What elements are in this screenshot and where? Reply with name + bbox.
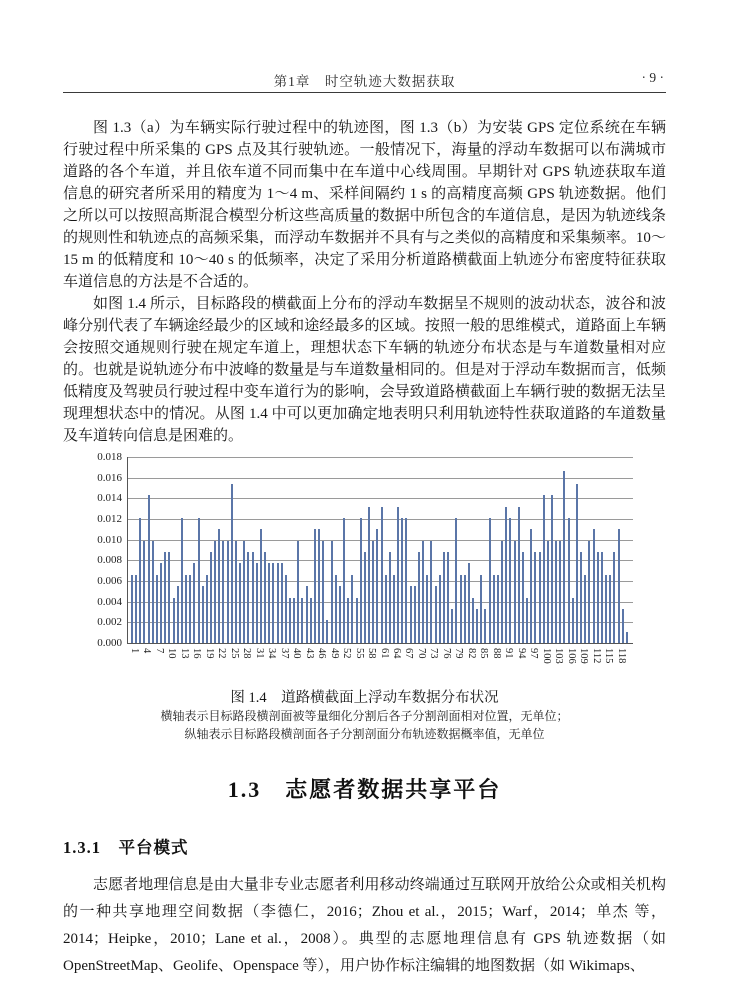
bar	[260, 529, 262, 643]
bar	[376, 529, 378, 643]
x-axis-tick-label: 25	[228, 648, 240, 659]
figure-caption: 图 1.4 道路横截面上浮动车数据分布状况	[230, 690, 499, 706]
bar	[235, 541, 237, 643]
bar	[252, 552, 254, 643]
bar	[514, 541, 516, 643]
x-axis-tick-label: 31	[253, 648, 265, 659]
bar	[605, 575, 607, 643]
y-axis-tick-label: 0.018	[97, 451, 122, 463]
bar	[597, 552, 599, 643]
y-axis-tick-label: 0.012	[97, 513, 122, 525]
x-axis-tick-label: 40	[291, 648, 303, 659]
bar	[518, 507, 520, 643]
bar	[551, 495, 553, 643]
x-axis-tick-label: 37	[278, 648, 290, 659]
x-axis-tick-label: 88	[490, 648, 502, 659]
bar	[468, 563, 470, 643]
gridline	[128, 478, 633, 479]
bar	[430, 541, 432, 643]
bar	[239, 563, 241, 643]
y-axis-tick-label: 0.008	[97, 554, 122, 567]
x-axis-tick-label: 67	[403, 648, 415, 659]
bar	[393, 575, 395, 643]
figure-note-2: 纵轴表示目标路段横剖面各子分割剖面分布轨迹数据概率值，无单位	[184, 727, 545, 741]
bar	[227, 541, 229, 643]
x-axis-tick-label: 118	[615, 648, 627, 664]
bar	[501, 541, 503, 643]
bar	[364, 552, 366, 643]
bar	[435, 586, 437, 643]
bar	[198, 518, 200, 643]
bar	[505, 507, 507, 643]
bar	[572, 598, 574, 643]
bar	[314, 529, 316, 643]
bar	[455, 518, 457, 643]
x-axis-tick-label: 49	[328, 648, 340, 659]
x-axis-tick-label: 7	[153, 648, 165, 654]
x-axis-tick-label: 58	[366, 648, 378, 659]
x-axis-tick-label: 13	[178, 648, 190, 659]
bar	[451, 609, 453, 643]
bar	[139, 518, 141, 643]
bar	[168, 552, 170, 643]
bar	[464, 575, 466, 643]
bar	[301, 598, 303, 643]
x-axis-tick-label: 28	[241, 648, 253, 659]
bar	[347, 598, 349, 643]
bar	[489, 518, 491, 643]
bar	[588, 541, 590, 643]
x-axis-tick-label: 76	[440, 648, 452, 659]
paragraph-2: 如图 1.4 所示，目标路段的横截面上分布的浮动车数据呈不规则的波动状态，波谷和波峰分别代表了车辆途经最少的区域和途经最多的区域。按照一般的思维模式，道路面上车辆会按照交通规则行驶在规定车道上，理想状态下车辆的轨迹分布状态是与车道数量相对应的。也就是说轨迹分布中波峰的数量是与车道数量相同的。但是对于浮动车数据而言，低频低精度及驾驶员行驶过程中变车道行为的影响，会导致道路横截面上车辆行驶的数据无法呈现理想状态中的情况。从图 1.4 中可以更加确定地表明只利用轨迹特性获取道路的车道数量及车道转向信息是困难的。	[63, 296, 666, 444]
x-axis-tick-label: 106	[565, 648, 577, 664]
page-number: · 9 ·	[641, 70, 664, 85]
gridline	[128, 498, 633, 499]
bar	[268, 563, 270, 643]
x-axis-tick-label: 1	[129, 648, 140, 654]
bar	[522, 552, 524, 643]
bar	[264, 552, 266, 643]
bar	[447, 552, 449, 643]
x-axis-tick-label: 79	[453, 648, 465, 659]
bar	[181, 518, 183, 643]
x-axis-tick-label: 55	[353, 648, 365, 659]
figure-plot	[97, 451, 633, 664]
bar	[214, 541, 216, 643]
bar	[152, 541, 154, 643]
bar	[331, 541, 333, 643]
bar	[343, 518, 345, 643]
bar	[372, 541, 374, 643]
bar	[222, 541, 224, 643]
bar	[609, 575, 611, 643]
bar	[401, 518, 403, 643]
bar	[547, 541, 549, 643]
x-axis-tick-label: 64	[390, 648, 402, 659]
bar	[281, 563, 283, 643]
bar	[381, 507, 383, 643]
bar	[534, 552, 536, 643]
bar	[618, 529, 620, 643]
bar	[422, 541, 424, 643]
bar	[555, 541, 557, 643]
y-axis-tick-label: 0.014	[97, 492, 122, 505]
bar	[289, 598, 291, 643]
bar	[613, 552, 615, 643]
bar	[397, 507, 399, 643]
bar	[563, 471, 565, 643]
bar	[593, 529, 595, 643]
x-axis-tick-label: 73	[428, 648, 440, 659]
figure-note-1: 横轴表示目标路段横剖面被等量细化分割后各子分割剖面相对位置，无单位；	[160, 709, 569, 723]
bar	[243, 541, 245, 643]
bar	[185, 575, 187, 643]
bar	[426, 575, 428, 643]
x-axis-tick-label: 43	[303, 648, 315, 659]
x-axis-tick-label: 22	[216, 648, 228, 659]
bar	[189, 575, 191, 643]
bar	[526, 598, 528, 643]
bar	[306, 586, 308, 643]
bar	[293, 598, 295, 643]
x-axis-tick-label: 82	[465, 648, 477, 659]
bar	[177, 586, 179, 643]
chapter-title: 第1章 时空轨迹大数据获取	[273, 74, 456, 89]
bar	[543, 495, 545, 643]
bar	[143, 541, 145, 643]
paragraph-3: 志愿者地理信息是由大量非专业志愿者利用移动终端通过互联网开放给公众或相关机构的一种共享地理空间数据（李德仁，2016；Zhou et al.，2015；Warf，2014；单杰 等，2014；Heipke，2010；Lane et al.，2008）。典型的志愿地理信息有 GPS 轨迹数据（如 OpenStreetMap、Geolife、Openspace 等），用户协作标注编辑的地图数据（如 Wikimaps、	[63, 877, 666, 974]
x-axis-tick-label: 109	[578, 648, 590, 664]
bar	[335, 575, 337, 643]
bar	[405, 518, 407, 643]
bar	[256, 563, 258, 643]
x-axis-tick-label: 52	[341, 648, 353, 659]
bar	[368, 507, 370, 643]
bar	[206, 575, 208, 643]
bar	[484, 609, 486, 643]
bar	[418, 552, 420, 643]
x-axis-tick-label: 91	[503, 648, 515, 659]
bar	[622, 609, 624, 643]
bar	[414, 586, 416, 643]
x-axis-tick-label: 70	[415, 648, 427, 659]
bar	[218, 529, 220, 643]
bar	[389, 552, 391, 643]
x-axis-tick-label: 16	[191, 648, 203, 659]
bar	[210, 552, 212, 643]
bar	[493, 575, 495, 643]
x-axis-tick-label: 112	[590, 648, 602, 664]
y-axis-tick-label: 0.000	[97, 637, 122, 649]
bar	[410, 586, 412, 643]
page-content	[63, 0, 666, 980]
bar	[568, 518, 570, 643]
bar	[318, 529, 320, 643]
bar	[231, 484, 233, 643]
x-axis-tick-label: 61	[378, 648, 390, 659]
bar	[476, 609, 478, 643]
section-heading: 1.3 志愿者数据共享平台	[227, 777, 502, 802]
bar	[584, 575, 586, 643]
x-axis-tick-label: 103	[553, 648, 565, 664]
bar	[539, 552, 541, 643]
x-axis-tick-label: 19	[203, 648, 215, 659]
bar	[360, 518, 362, 643]
bar	[160, 563, 162, 643]
x-axis-tick-label: 97	[528, 648, 540, 659]
x-axis-tick-label: 46	[316, 648, 328, 659]
subsection-heading: 1.3.1 平台模式	[63, 838, 189, 857]
bar	[247, 552, 249, 643]
bar	[193, 563, 195, 643]
bar	[326, 620, 328, 643]
bar	[626, 632, 628, 643]
bar	[601, 552, 603, 643]
y-axis-tick-label: 0.002	[97, 616, 122, 629]
bar	[297, 541, 299, 643]
bar	[385, 575, 387, 643]
x-axis-tick-label: 94	[515, 648, 527, 659]
x-axis-tick-label: 85	[478, 648, 490, 659]
x-axis-tick-label: 115	[603, 648, 615, 664]
bar	[509, 518, 511, 643]
bar	[530, 529, 532, 643]
y-axis-tick-label: 0.006	[97, 575, 122, 587]
y-axis-tick-label: 0.010	[97, 533, 122, 546]
bar	[202, 586, 204, 643]
x-axis-tick-label: 100	[540, 648, 552, 664]
x-axis-tick-label: 34	[266, 648, 278, 659]
gridline	[128, 457, 633, 458]
bar	[339, 586, 341, 643]
bar	[443, 552, 445, 643]
bar	[322, 541, 324, 643]
running-header	[63, 70, 666, 93]
bar	[285, 575, 287, 643]
bar	[356, 598, 358, 643]
bar	[439, 575, 441, 643]
bar	[351, 575, 353, 643]
bar	[277, 563, 279, 643]
bar	[156, 575, 158, 643]
bar	[576, 484, 578, 643]
y-axis-tick-label: 0.016	[97, 471, 122, 484]
bar	[480, 575, 482, 643]
bar	[131, 575, 133, 643]
bar	[310, 598, 312, 643]
bar	[580, 552, 582, 643]
x-axis-tick-label: 4	[141, 648, 153, 654]
bar	[460, 575, 462, 643]
paragraph-1: 图 1.3（a）为车辆实际行驶过程中的轨迹图，图 1.3（b）为安装 GPS 定位系统在车辆行驶过程中所采集的 GPS 点及其行驶轨迹。一般情况下，海量的浮动车数据可以布满城市道路的各个车道，并且依车道不同而集中在车道中心线周围。早期针对 GPS 轨迹获取车道信息的研究者所采用的精度为 1～4 m、采样间隔约 1 s 的高精度高频 GPS 轨迹数据。他们之所以可以按照高斯混合模型分析这些高质量的数据中所包含的车道信息，是因为轨迹线条的规则性和轨迹点的高频采集，而浮动车数据并不具有与之类似的高精度和采集频率。10～15 m 的低精度和 10～40 s 的低频率，决定了采用分析道路横截面上轨迹分布密度特征获取车道信息的方法是不合适的。	[63, 120, 666, 290]
bar	[559, 541, 561, 643]
bar	[164, 552, 166, 643]
bar	[497, 575, 499, 643]
bar	[135, 575, 137, 643]
x-axis-tick-label: 10	[166, 648, 178, 659]
figure-1-4	[85, 451, 666, 680]
bar	[272, 563, 274, 643]
bar	[472, 598, 474, 643]
y-axis-tick-label: 0.004	[97, 595, 122, 608]
bar	[173, 598, 175, 643]
bar	[148, 495, 150, 643]
